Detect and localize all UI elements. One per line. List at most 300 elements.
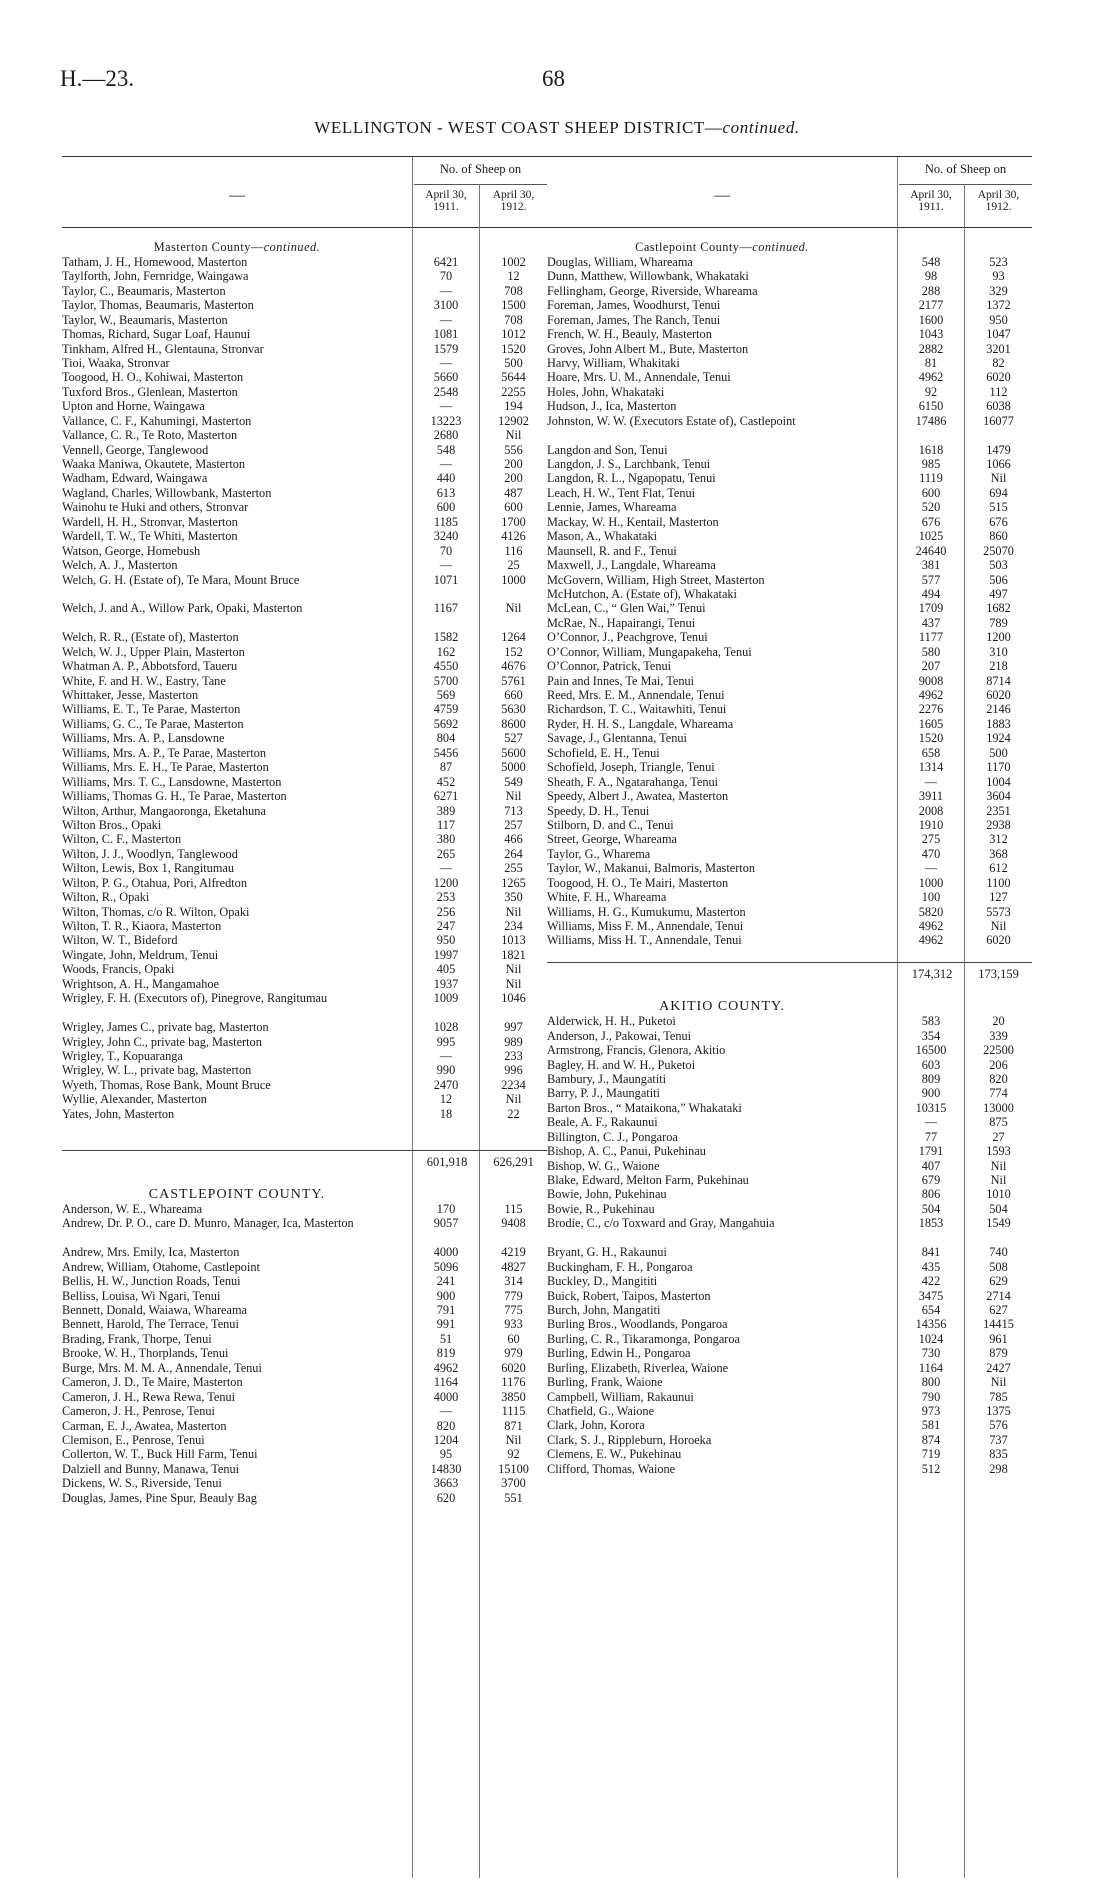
owner-name-address: O’Connor, J., Peachgrove, Tenui [547, 630, 708, 645]
table-row [62, 731, 547, 745]
owner-name-address: Clifford, Thomas, Waione [547, 1461, 676, 1476]
owner-name-address: Barton Bros., “ Mataikona,” Whakataki [547, 1100, 742, 1115]
sheep-count-1911: 804 [436, 731, 456, 746]
sheep-count-1912: Nil [505, 1092, 522, 1107]
table-row [62, 760, 547, 774]
left-table-body [62, 226, 547, 1505]
table-row [547, 327, 1032, 341]
sheep-count-1912: 989 [504, 1034, 523, 1049]
sheep-count-1911: 1937 [433, 976, 459, 991]
table-row [62, 804, 547, 818]
sheep-count-1911: 389 [436, 803, 456, 818]
table-row [547, 847, 1032, 861]
sheep-count-1912: 556 [504, 442, 523, 457]
sheep-count-1911: 1025 [918, 529, 944, 544]
masterton-heading-text: Masterton County— [153, 240, 264, 255]
table-row [547, 471, 1032, 485]
sheep-count-1912: 997 [504, 1020, 523, 1035]
sheep-count-1911: 10315 [915, 1100, 947, 1115]
sheep-count-1912: 515 [989, 500, 1008, 515]
right-table-body [547, 226, 1032, 1476]
table-row [547, 890, 1032, 904]
owner-name-address: Clark, John, Korora [547, 1418, 645, 1433]
table-row [62, 688, 547, 702]
owner-name-address: Clark, S. J., Rippleburn, Horoeka [547, 1432, 712, 1447]
sheep-count-1912: 25070 [983, 543, 1014, 558]
sheep-count-1912: 500 [504, 355, 523, 370]
sheep-count-1912: 1821 [501, 947, 526, 962]
owner-name-address: Harvy, William, Whakitaki [547, 355, 680, 370]
sheep-count-1911: 548 [436, 442, 456, 457]
left-column [62, 156, 547, 1878]
table-row [547, 1317, 1032, 1331]
table-row [547, 1115, 1032, 1129]
sheep-count-1912: 708 [504, 312, 523, 327]
sheep-count-1911: 504 [921, 1201, 941, 1216]
sheep-count-1911: 1579 [433, 341, 459, 356]
owner-name-address: Wilton, W. T., Bideford [62, 933, 178, 948]
akitio-county-heading: AKITIO COUNTY. [659, 998, 785, 1014]
sheep-count-1912: 1549 [986, 1216, 1011, 1231]
owner-name-address: Campbell, William, Rakaunui [547, 1389, 694, 1404]
owner-name-address: Cameron, J. H., Rewa Rewa, Tenui [62, 1389, 236, 1404]
owner-name-address: O’Connor, Patrick, Tenui [547, 659, 672, 674]
sheep-count-1912: 1100 [986, 875, 1011, 890]
owner-name-address: Hoare, Mrs. U. M., Annendale, Tenui [547, 370, 731, 385]
sheep-count-1911: 5096 [433, 1259, 459, 1274]
table-row [547, 1216, 1032, 1245]
sheep-count-1911: 2276 [918, 702, 944, 717]
table-row [547, 1043, 1032, 1057]
sheep-count-1911: 81 [924, 355, 938, 370]
sheep-count-1912: 8600 [501, 716, 526, 731]
owner-name-address: Waaka Maniwa, Okautete, Masterton [62, 457, 246, 471]
table-row [547, 443, 1032, 457]
sheep-count-1911: — [439, 1048, 453, 1063]
table-row [62, 1245, 547, 1259]
sheep-count-1912: 5000 [501, 760, 526, 775]
sheep-count-1912: 22500 [983, 1043, 1014, 1058]
owner-name-address: Burling, C. R., Tikaramonga, Pongaroa [547, 1331, 740, 1346]
table-row [547, 269, 1032, 283]
owner-name-address: Williams, Miss H. T., Annendale, Tenui [547, 933, 742, 948]
sheep-count-1912: 4126 [501, 529, 526, 544]
owner-name-address: Holes, John, Whakataki [547, 384, 665, 399]
sheep-count-1912: 774 [989, 1086, 1008, 1101]
table-row [547, 674, 1032, 688]
table-row [547, 717, 1032, 731]
owner-name-address: Burge, Mrs. M. M. A., Annendale, Tenui [62, 1360, 262, 1375]
sheep-count-1911: 679 [921, 1173, 941, 1188]
owner-name-address: Blake, Edward, Melton Farm, Pukehinau [547, 1173, 749, 1188]
table-row [547, 905, 1032, 919]
owner-name-address: Wilton Bros., Opaki [62, 817, 162, 832]
sheep-count-1912: 576 [989, 1418, 1008, 1433]
table-row [62, 327, 547, 341]
sheep-count-1912: 500 [989, 745, 1008, 760]
table-row [547, 1260, 1032, 1274]
table-row [547, 544, 1032, 558]
owner-name-address: Dunn, Matthew, Willowbank, Whakataki [547, 269, 749, 284]
sheep-count-1912: 3604 [986, 789, 1011, 804]
sheep-count-1911: 13223 [430, 413, 462, 428]
sheep-count-1912: 1047 [986, 327, 1011, 342]
owner-name-address: Langdon and Son, Tenui [547, 442, 668, 457]
sheep-count-1911: 435 [921, 1259, 941, 1274]
sheep-count-1911: 381 [921, 558, 941, 573]
right-table-header [547, 156, 1032, 228]
table-row [62, 674, 547, 688]
table-row [547, 1289, 1032, 1303]
table-row [547, 1202, 1032, 1216]
sheep-count-1911: 4000 [433, 1245, 459, 1260]
owner-name-address: Taylor, W., Makanui, Balmoris, Masterton [547, 861, 756, 876]
sheep-count-1911: 1185 [433, 514, 459, 529]
sheep-count-1912: 2351 [986, 803, 1011, 818]
owner-name-address: Bellis, H. W., Junction Roads, Tenui [62, 1274, 241, 1289]
sheep-count-1911: 87 [439, 760, 453, 775]
table-row [547, 255, 1032, 269]
owner-name-address: Douglas, William, Whareama [547, 254, 693, 269]
sheep-count-1911: 809 [921, 1071, 941, 1086]
sheep-count-1911: 5692 [433, 716, 459, 731]
sheep-count-1911: 12 [439, 1092, 453, 1107]
sheep-count-1912: 1000 [501, 572, 526, 587]
sheep-count-1912: 629 [989, 1274, 1008, 1289]
sheep-count-1912: 194 [504, 399, 523, 414]
header-dash-right: — [714, 187, 730, 204]
sheep-count-1912: 551 [504, 1490, 523, 1505]
sheep-count-1912: 312 [989, 832, 1008, 847]
table-row [62, 529, 547, 543]
sheep-count-1912: 785 [989, 1389, 1008, 1404]
table-row [547, 731, 1032, 745]
owner-name-address: McLean, C., “ Glen Wai,” Tenui [547, 601, 706, 616]
sheep-count-1911: 1164 [433, 1375, 459, 1390]
owner-name-address: Douglas, James, Pine Spur, Beauly Bag [62, 1490, 257, 1505]
table-row [547, 775, 1032, 789]
sheep-count-1912: 27 [992, 1129, 1005, 1144]
sheep-count-1911: 1009 [433, 991, 459, 1006]
sheep-count-1911: 95 [439, 1447, 453, 1462]
sheep-count-1912: 339 [989, 1028, 1008, 1043]
sheep-count-1912: 9408 [501, 1216, 526, 1231]
owner-name-address: Bowie, R., Pukehinau [547, 1201, 655, 1216]
sheep-count-1911: — [439, 355, 453, 370]
sheep-count-1912: 206 [989, 1057, 1008, 1072]
sheep-count-1911: — [439, 457, 453, 471]
sheep-count-1911: 1081 [433, 327, 459, 342]
owner-name-address: Wardell, T. W., Te Whiti, Masterton [62, 529, 238, 544]
sheep-count-1912: 6020 [986, 688, 1011, 703]
sheep-count-1911: 5700 [433, 673, 459, 688]
table-row [62, 1260, 547, 1274]
sheep-count-1912: 257 [504, 817, 523, 832]
sheep-count-1911: 1119 [919, 471, 943, 486]
owner-name-address: Langdon, R. L., Ngapopatu, Tenui [547, 471, 716, 486]
table-row [62, 630, 547, 644]
owner-name-address: Reed, Mrs. E. M., Annendale, Tenui [547, 688, 725, 703]
sheep-count-1912: Nil [990, 1375, 1007, 1390]
sheep-count-1912: 1593 [986, 1144, 1011, 1159]
owner-name-address: Andrew, Dr. P. O., care D. Munro, Manager, Ica, Masterton [62, 1216, 354, 1231]
sheep-count-1912: 5600 [501, 745, 526, 760]
sheep-count-1911: 77 [924, 1129, 938, 1144]
table-row [62, 1346, 547, 1360]
sheep-count-1911: 520 [921, 500, 941, 515]
sheep-count-1912: 350 [504, 890, 523, 905]
sheep-count-1912: 16077 [983, 413, 1014, 428]
table-row [62, 1020, 547, 1034]
sheep-count-1912: 5761 [501, 673, 526, 688]
table-row [62, 457, 547, 471]
sheep-count-1911: 440 [436, 471, 456, 486]
sheep-count-1912: Nil [505, 601, 522, 616]
sheep-count-1911: 3475 [918, 1288, 944, 1303]
table-row [62, 717, 547, 731]
sheep-count-1911: 654 [921, 1302, 941, 1317]
table-row [547, 500, 1032, 514]
sheep-count-1912: 22 [507, 1106, 520, 1121]
sheep-count-1911: 1164 [918, 1360, 944, 1375]
sheep-count-1912: 60 [507, 1331, 520, 1346]
table-row [62, 356, 547, 370]
sheep-count-1912: Nil [990, 1173, 1007, 1188]
owner-name-address: Collerton, W. T., Buck Hill Farm, Tenui [62, 1447, 258, 1462]
owner-name-address: Wilton, Arthur, Mangaoronga, Eketahuna [62, 803, 266, 818]
sheep-count-1912: 13000 [983, 1100, 1014, 1115]
sheep-count-1911: 2177 [918, 298, 944, 313]
table-row [547, 1361, 1032, 1375]
sheep-count-1911: 2680 [433, 428, 459, 443]
sheep-count-1912: 2255 [501, 384, 526, 399]
owner-name-address: Dalziell and Bunny, Manawa, Tenui [62, 1461, 240, 1476]
sheep-count-1911: 494 [921, 586, 941, 601]
castlepoint-rows-right [547, 255, 1032, 948]
table-row [62, 443, 547, 457]
sheep-count-1912: Nil [990, 919, 1007, 934]
table-row [62, 1419, 547, 1433]
table-row [62, 1289, 547, 1303]
owner-name-address: Wilton, Lewis, Box 1, Rangitumau [62, 861, 234, 876]
sheep-count-1911: 1791 [918, 1144, 944, 1159]
sheep-count-1912: 708 [504, 283, 523, 298]
table-row [62, 1303, 547, 1317]
table-row [547, 1390, 1032, 1404]
sheep-count-1912: 127 [989, 890, 1008, 905]
sheep-count-1911: 265 [436, 846, 456, 861]
sheep-count-1911: 9057 [433, 1216, 459, 1231]
sheep-count-1912: 218 [989, 659, 1008, 674]
sheep-count-1912: 12902 [498, 413, 529, 428]
table-row [62, 948, 547, 962]
sheep-count-1911: 800 [921, 1375, 941, 1390]
sheep-count-1911: 422 [921, 1274, 941, 1289]
table-row [547, 933, 1032, 947]
owner-name-address: Foreman, James, Woodhurst, Tenui [547, 298, 721, 313]
owner-name-address: McGovern, William, High Street, Masterton [547, 572, 765, 587]
sheep-count-1912: 3850 [501, 1389, 526, 1404]
table-row [62, 255, 547, 269]
sheep-count-1911: 581 [921, 1418, 941, 1433]
table-row [547, 832, 1032, 846]
sheep-count-1912: 527 [504, 731, 523, 746]
owner-name-address: Armstrong, Francis, Glenora, Akitio [547, 1043, 726, 1058]
sheep-count-1911: — [439, 861, 453, 876]
table-row [62, 284, 547, 298]
owner-name-address: Yates, John, Masterton [62, 1106, 175, 1121]
owner-name-address: Bagley, H. and W. H., Puketoi [547, 1057, 696, 1072]
table-row [547, 313, 1032, 327]
table-row [62, 1462, 547, 1476]
sheep-count-1911: 603 [921, 1057, 941, 1072]
sheep-count-1911: 241 [436, 1274, 456, 1289]
table-row [547, 342, 1032, 356]
sheep-count-1911: 470 [921, 846, 941, 861]
page-number: 68 [542, 66, 565, 91]
table-row [547, 414, 1032, 443]
sheep-count-1912: 1200 [986, 630, 1011, 645]
owner-name-address: Anderson, W. E., Whareama [62, 1201, 203, 1216]
table-row [547, 1462, 1032, 1476]
owner-name-address: Dickens, W. S., Riverside, Tenui [62, 1476, 222, 1491]
sheep-count-1912: 961 [989, 1331, 1008, 1346]
sheep-count-1911: 2882 [918, 341, 944, 356]
sheep-count-1912: 1013 [501, 933, 526, 948]
sheep-count-1911: 1200 [433, 875, 459, 890]
table-row [62, 385, 547, 399]
table-row [547, 457, 1032, 471]
owner-name-address: Vennell, George, Tanglewood [62, 442, 209, 457]
sheep-count-1912: 466 [504, 832, 523, 847]
district-title [0, 118, 1114, 138]
sheep-count-1911: 3911 [918, 789, 944, 804]
owner-name-address: Burch, John, Mangatiti [547, 1302, 661, 1317]
owner-name-address: Bennett, Harold, The Terrace, Tenui [62, 1317, 239, 1332]
table-row [62, 1317, 547, 1331]
sheep-count-1911: 991 [436, 1317, 456, 1332]
table-row [547, 1274, 1032, 1288]
sheep-count-1912: 5630 [501, 702, 526, 717]
owner-name-address: Wilton, J. J., Woodlyn, Tanglewood [62, 846, 238, 861]
table-row [62, 1216, 547, 1245]
sheep-count-1912: 20 [992, 1014, 1005, 1029]
owner-name-address: Williams, E. T., Te Parae, Masterton [62, 702, 241, 717]
owner-name-address: Wilton, R., Opaki [62, 890, 150, 905]
owner-name-address: Wardell, H. H., Stronvar, Masterton [62, 514, 238, 529]
owner-name-address: Wilton, T. R., Kiaora, Masterton [62, 919, 222, 934]
sheep-count-1911: 288 [921, 283, 941, 298]
sheep-count-1911: 1709 [918, 601, 944, 616]
header-group-label: No. of Sheep on [439, 162, 522, 176]
sheep-count-1912: 694 [989, 485, 1008, 500]
owner-name-address: Taylor, G., Wharema [547, 846, 651, 861]
sheep-count-1911: 4962 [918, 919, 944, 934]
sheep-count-1911: — [439, 558, 453, 573]
owner-name-address: Williams, Mrs. A. P., Te Parae, Masterton [62, 745, 267, 760]
table-row [547, 1072, 1032, 1086]
owner-name-address: Tatham, J. H., Homewood, Masterton [62, 254, 248, 269]
owner-name-address: Billington, C. J., Pongaroa [547, 1129, 678, 1144]
owner-name-address: Cameron, J. D., Te Maire, Masterton [62, 1375, 243, 1390]
owner-name-address: Brading, Frank, Thorpe, Tenui [62, 1331, 212, 1346]
table-row [547, 789, 1032, 803]
table-row [547, 1332, 1032, 1346]
sheep-count-1911: 275 [921, 832, 941, 847]
sheep-count-1912: 2714 [986, 1288, 1011, 1303]
masterton-heading-cont: continued. [263, 240, 321, 255]
page-header [60, 66, 1050, 92]
sheep-count-1911: — [924, 1115, 938, 1130]
table-row [547, 1433, 1032, 1447]
table-row [62, 1274, 547, 1288]
sheep-count-1912: 775 [504, 1303, 523, 1318]
sheep-count-1912: 549 [504, 774, 523, 789]
table-row [62, 1063, 547, 1077]
sheep-count-1911: 1314 [918, 760, 944, 775]
sheep-count-1912: 737 [989, 1432, 1008, 1447]
sheep-count-1912: 3700 [501, 1476, 526, 1491]
owner-name-address: Mason, A., Whakataki [547, 529, 658, 544]
sheep-count-1912: 1115 [501, 1404, 526, 1419]
header-dash: — [229, 187, 245, 204]
table-row [547, 1159, 1032, 1173]
owner-name-address: Tinkham, Alfred H., Glentauna, Stronvar [62, 341, 264, 356]
sheep-count-1912: Nil [505, 962, 522, 977]
owner-name-address: White, F. H., Whareama [547, 890, 667, 905]
sheep-count-1912: 1372 [986, 298, 1011, 313]
table-row [62, 1433, 547, 1447]
table-row [62, 544, 547, 558]
table-row [547, 1346, 1032, 1360]
table-row [62, 659, 547, 673]
sheep-count-1911: 6271 [433, 789, 459, 804]
owner-name-address: Vallance, C. R., Te Roto, Masterton [62, 428, 238, 443]
table-row [547, 399, 1032, 413]
owner-name-address: Burling, Edwin H., Pongaroa [547, 1346, 691, 1361]
sheep-count-1912: 713 [504, 803, 523, 818]
sheep-count-1912: 5573 [986, 904, 1011, 919]
owner-name-address: Upton and Horne, Waingawa [62, 399, 205, 414]
table-row [62, 775, 547, 789]
table-row [62, 471, 547, 485]
sheep-count-1911: 4962 [433, 1360, 459, 1375]
sheep-count-1911: 170 [436, 1201, 456, 1216]
sheep-count-1912: 314 [504, 1274, 523, 1289]
owner-name-address: Williams, H. G., Kumukumu, Masterton [547, 904, 746, 919]
sheep-count-1911: 577 [921, 572, 941, 587]
sheep-count-1912: 508 [989, 1259, 1008, 1274]
table-row [62, 702, 547, 716]
table-row [547, 385, 1032, 399]
table-row [547, 529, 1032, 543]
table-row [62, 1375, 547, 1389]
sheep-count-1911: 1618 [918, 442, 944, 457]
sheep-count-1912: 612 [989, 861, 1008, 876]
table-row [62, 1332, 547, 1346]
table-row [547, 298, 1032, 312]
sheep-count-1911: 620 [436, 1490, 456, 1505]
sheep-count-1912: 115 [504, 1201, 523, 1216]
sheep-count-1912: 996 [504, 1063, 523, 1078]
sheep-count-1912: 200 [504, 457, 523, 471]
table-row [62, 486, 547, 500]
sheep-count-1911: 1204 [433, 1432, 459, 1447]
table-row [62, 1092, 547, 1106]
sheep-count-1912: 233 [504, 1048, 523, 1063]
owner-name-address: Welch, G. H. (Estate of), Te Mara, Mount Bruce [62, 572, 300, 587]
owner-name-address: Fellingham, George, Riverside, Whareama [547, 283, 758, 298]
